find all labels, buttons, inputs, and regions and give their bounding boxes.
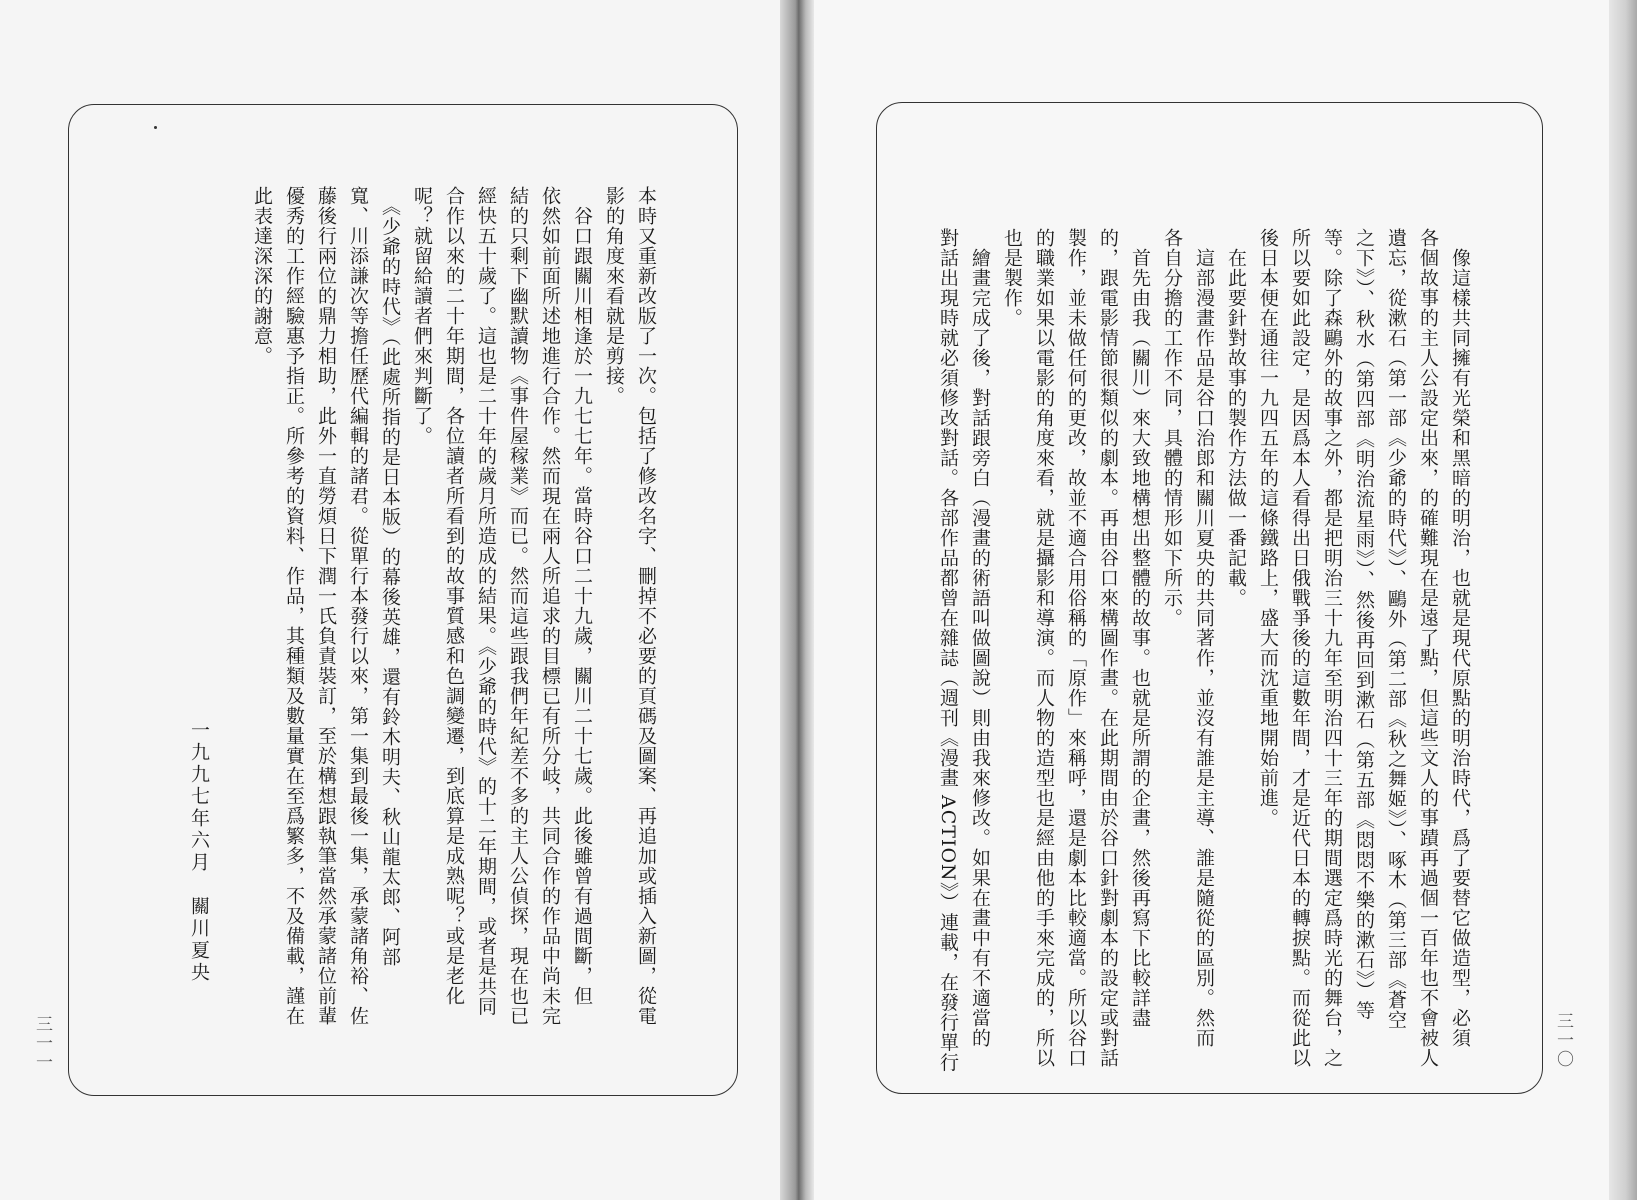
text-line: 的，跟電影情節很類似的劇本。再由谷口來構圖作畫。在此期間由於谷口針對劇本的設定或對話 [1097, 228, 1119, 1068]
ink-speck [154, 126, 157, 129]
text-line: 藤後行兩位的鼎力相助，此外一直勞煩日下潤一氏負責裝訂，至於構想跟執筆當然承蒙諸位前輩 [315, 186, 337, 1026]
text-line: 本時又重新改版了一次。包括了修改名字、刪掉不必要的頁碼及圖案、再追加或插入新圖，從電 [635, 186, 657, 1026]
text-line: 此表達深深的謝意。 [251, 186, 273, 366]
author-signature: 一九九七年六月 關川夏央 [188, 720, 210, 984]
text-line: 谷口跟關川相逢於一九七七年。當時谷口二十九歲，關川二十七歲。此後雖曾有過間斷，但 [571, 186, 593, 1006]
text-line: 這部漫畫作品是谷口治郎和關川夏央的共同著作，並沒有誰是主導、誰是隨從的區別。然而 [1193, 228, 1215, 1048]
book-gutter [780, 0, 814, 1200]
text-line: 對話出現時就必須修改對話。各部作品都曾在雜誌（週刊《漫畫 ACTION》）連載，在發行單行 [937, 228, 959, 1073]
text-line: 合作以來的二十年期間，各位讀者所看到的故事質感和色調變遷，到底算是成熟呢？或是老化 [443, 186, 465, 1006]
text-line: 繪畫完成了後，對話跟旁白（漫畫的術語叫做圖說）則由我來修改。如果在畫中有不適當的 [969, 228, 991, 1048]
text-line: 結的只剩下幽默讀物《事件屋稼業》而已。然而這些跟我們年紀差不多的主人公偵探，現在也已 [507, 186, 529, 1026]
page-number-left: 三一一 [32, 1015, 52, 1072]
text-line: 像這樣共同擁有光榮和黑暗的明治，也就是現代原點的明治時代，爲了要替它做造型，必須 [1449, 228, 1471, 1048]
text-line: 各個故事的主人公設定出來，的確難現在是遠了點，但這些文人的事蹟再過個一百年也不會被人 [1417, 228, 1439, 1068]
page-number-right: 三一〇 [1553, 1012, 1573, 1069]
text-line: 等。除了森鷗外的故事之外，都是把明治三十九年至明治四十三年的期間選定爲時光的舞台，之 [1321, 228, 1343, 1068]
text-line: 的職業如果以電影的角度來看，就是攝影和導演。而人物的造型也是經由他的手來完成的，所以 [1033, 228, 1055, 1068]
text-line: 製作，並未做任何的更改，故並不適合用俗稱的「原作」來稱呼，還是劇本比較適當。所以谷口 [1065, 228, 1087, 1068]
text-line: 呢？就留給讀者們來判斷了。 [411, 186, 433, 446]
text-line: 經快五十歲了。這也是二十年的歲月所造成的結果。《少爺的時代》的十二年期間，或者是共同 [475, 186, 497, 1017]
text-line: 優秀的工作經驗惠予指正。所參考的資料、作品，其種類及數量實在至爲繁多，不及備載，謹在 [283, 186, 305, 1026]
text-line: 在此要針對故事的製作方法做一番記載。 [1225, 228, 1247, 608]
text-line: 遺忘，從漱石（第一部《少爺的時代》）、鷗外（第二部《秋之舞姬》）、啄木（第三部《蒼空 [1385, 228, 1407, 1030]
text-line: 之下》）、秋水（第四部《明治流星雨》）、然後再回到漱石（第五部《悶悶不樂的漱石》）等 [1353, 228, 1375, 1021]
text-line: 《少爺的時代》（此處所指的是日本版）的幕後英雄，還有鈴木明夫、秋山龍太郎、阿部 [379, 186, 401, 967]
text-line: 寬、川添謙次等擔任歷代編輯的諸君。從單行本發行以來，第一集到最後一集，承蒙諸角裕、佐 [347, 186, 369, 1026]
text-line: 後日本便在通往一九四五年的這條鐵路上，盛大而沈重地開始前進。 [1257, 228, 1279, 828]
text-line: 首先由我（關川）來大致地構想出整體的故事。也就是所謂的企畫，然後再寫下比較詳盡 [1129, 228, 1151, 1028]
left-page-text [246, 186, 662, 1026]
text-line: 影的角度來看就是剪接。 [603, 186, 625, 406]
text-line: 依然如前面所述地進行合作。然而現在兩人所追求的目標已有所分岐，共同合作的作品中尚未完 [539, 186, 561, 1026]
text-line: 也是製作。 [1001, 228, 1023, 328]
text-line: 各自分擔的工作不同，具體的情形如下所示。 [1161, 228, 1183, 628]
page-edge [1609, 0, 1637, 1200]
text-line: 所以要如此設定，是因爲本人看得出日俄戰爭後的這數年間，才是近代日本的轉捩點。而從此以 [1289, 228, 1311, 1068]
right-page-text [932, 228, 1476, 1073]
